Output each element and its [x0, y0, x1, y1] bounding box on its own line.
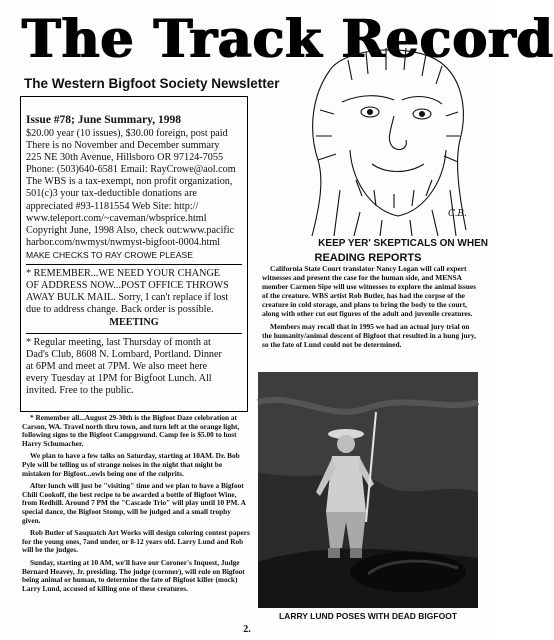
reminder-line: due to address change. Back order is possible. — [26, 304, 214, 316]
meeting-heading: MEETING — [109, 317, 159, 329]
divider — [26, 264, 242, 265]
sketch-caption: KEEP YER' SKEPTICALS ON WHEN — [318, 238, 488, 249]
article-paragraph: California State Court translator Nancy Logan will call expert witnesses and present the case for the human side, and MENSA member Carmen Sipe will use witnesses to explore the animal issues of the creature. WBS artist Rob Butler, has had the corpse of the creature in cold storage, and plans to bring the body to the court, along with other cut out figures of the adult and juvenile creatures. — [262, 264, 477, 318]
photo-caption: LARRY LUND POSES WITH DEAD BIGFOOT — [278, 611, 458, 621]
page-number: 2. — [243, 624, 251, 635]
article-paragraph: After lunch will just be "visiting" time and we plan to have a Bigfoot Chili Cookoff, the best recipe to be awarded a bottle of Bigfoot Wine, from Redhill. Around 7 PM the "Cascade Trio" will play until 10 PM. A special dance, the Bigfoot Stomp, will be judged and a small trophy given. — [22, 481, 246, 525]
bigfoot-daze-article — [22, 414, 250, 626]
article-paragraph: We plan to have a few talks on Saturday, starting at 10AM. Dr. Bob Pyle will be telling us of strange noises in the night that might be mistaken for Bigfoot...owls being one of the culprits. — [22, 451, 240, 478]
larry-lund-photo — [258, 372, 478, 608]
divider — [26, 333, 242, 334]
meeting-line: every Tuesday at 1PM for Bigfoot Lunch. All — [26, 372, 212, 384]
meeting-line: Dad's Club, 8608 N. Lombard, Portland. Dinner — [26, 348, 222, 360]
meeting-line: invited. Free to the public. — [26, 384, 134, 396]
info-line: appreciated #93-1181554 Web Site: http:// — [26, 200, 199, 212]
subscription-info-box — [20, 96, 248, 412]
artist-signature: C.B. — [448, 209, 467, 219]
article-paragraph: Rob Butler of Sasquatch Art Works will design coloring contest papers for the young ones, 7and under, or 8-12 years old. Larry Lund and Rob will be the judges. — [22, 528, 250, 555]
newsletter-subtitle: The Western Bigfoot Society Newsletter — [24, 76, 280, 91]
bigfoot-sketch — [290, 40, 480, 238]
info-line: 501(c)3 your tax-deductible donations are — [26, 188, 197, 200]
info-line: 225 NE 30th Avenue, Hillsboro OR 97124-7055 — [26, 152, 224, 164]
info-line: The WBS is a tax-exempt, non profit organization, — [26, 176, 233, 188]
reading-reports-article — [262, 265, 480, 355]
info-line: Phone: (503)640-6581 Email: RayCrowe@aol.com — [26, 164, 236, 176]
meeting-line: * Regular meeting, last Thursday of month at — [26, 336, 211, 348]
info-line: $20.00 year (10 issues), $30.00 foreign, post paid — [26, 128, 228, 139]
meeting-line: at 6PM and meet at 7PM. We also meet here — [26, 360, 208, 372]
issue-line: Issue #78; June Summary, 1998 — [26, 114, 181, 126]
web-link[interactable]: harbor.com/nwmyst/nwmyst-bigfoot-0004.html — [26, 236, 221, 248]
info-line: There is no November and December summary — [26, 140, 220, 152]
reminder-line: AWAY BULK MAIL. Sorry, I can't replace if lost — [26, 292, 229, 304]
article-paragraph: Members may recall that in 1995 we had an actual jury trial on the humanity/animal descent of Bigfoot that resulted in a hung jury, so the fate of Lund could not be determined. — [262, 322, 477, 350]
article-paragraph: * Remember all...August 29-30th is the Bigfoot Daze celebration at Carson, WA. Travel north thru town, and turn left at the orange light, following signs to the Bigfoot Campground. Camp fee is $5.00 to host Harry Schumacher. — [22, 413, 240, 448]
reminder-line: OF ADDRESS NOW...POST OFFICE THROWS — [26, 280, 229, 292]
web-link[interactable]: www.teleport.com/~caveman/wbsprice.html — [26, 212, 207, 224]
article-paragraph: Sunday, starting at 10 AM, we'll have our Coroner's Inquest, Judge Bernard Heavey, Jr. presiding. The judge (coroner), will rule on Bigfoot being animal or human, to determine the fate of Bigfoot killer (mock) Larry Lund, accused of killing one of these creatures. — [22, 557, 245, 593]
info-line: Copyright June, 1998 Also, check out:www.pacific — [26, 224, 235, 236]
checks-line: MAKE CHECKS TO RAY CROWE PLEASE — [26, 249, 193, 260]
reading-reports-heading: READING REPORTS — [314, 252, 422, 264]
reminder-line: * REMEMBER...WE NEED YOUR CHANGE — [26, 268, 221, 280]
masthead-title: The Track Record — [22, 9, 554, 70]
